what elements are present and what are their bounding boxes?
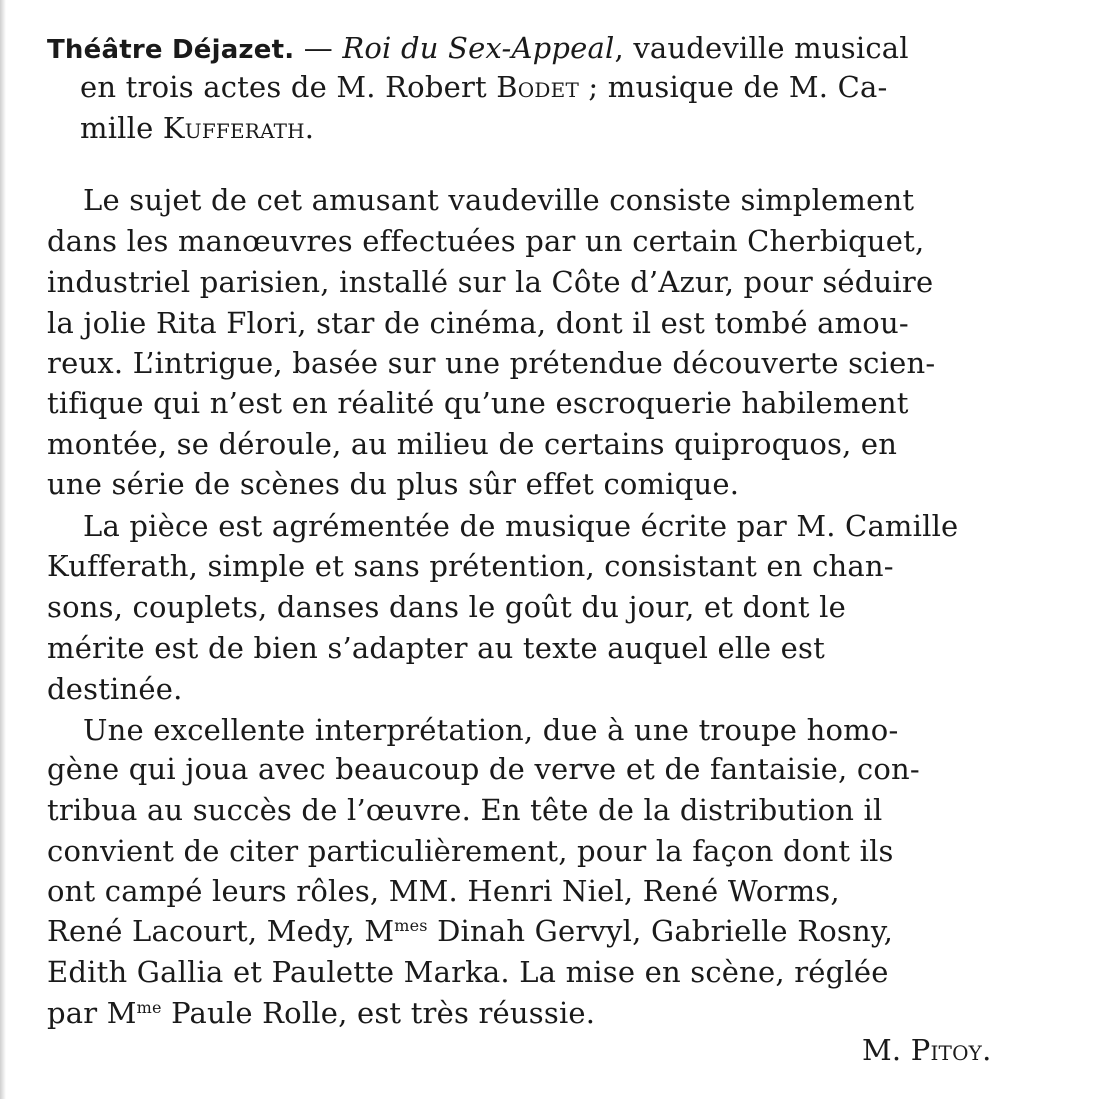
p1-line: montée, se déroule, au milieu de certains quiproquos, en [47,427,898,461]
p2-line: Kufferath, simple et sans prétention, consistant en chan- [47,549,894,583]
heading-line-3b: . [304,111,315,145]
play-description: , vaudeville musical [614,31,909,65]
signature-name: Pitoy. [910,1033,992,1067]
signature-prefix: M. [862,1033,911,1067]
heading-line-2 [80,69,1063,105]
page-edge-shadow [0,0,6,1099]
signature [862,1032,992,1068]
p1-line: Le sujet de cet amusant vaudeville consiste simplement [83,183,915,217]
p3-line-6a: René Lacourt, Medy, M [47,914,395,948]
p1-line: reux. L’intrigue, basée sur une prétendue découverte scien- [47,346,936,380]
p1-line: la jolie Rita Flori, star de cinéma, dont il est tombé amou- [47,306,909,340]
p1-line: une série de scènes du plus sûr effet comique. [47,467,740,501]
p3-line [47,995,595,1031]
heading-line-1 [47,30,1063,68]
heading-line-2b: ; musique de M. Ca- [578,70,888,104]
p1-line: dans les manœuvres effectuées par un certain Cherbiquet, [47,224,925,258]
heading-line-2a: en trois actes de M. Robert [80,70,497,104]
author-name: Bodet [496,70,579,104]
p2-line: La pièce est agrémentée de musique écrite par M. Camille [83,509,959,543]
p3-line-8-superscript: me [136,998,162,1017]
p1-line: industriel parisien, installé sur la Côte d’Azur, pour séduire [47,265,934,299]
p3-line [47,913,893,949]
p3-line-8a: par M [47,996,137,1030]
p3-line: Une excellente interprétation, due à une troupe homo- [83,713,899,747]
p3-line: gène qui joua avec beaucoup de verve et de fantaisie, con- [47,752,920,786]
heading-line-3 [80,110,314,146]
theatre-name: Théâtre Déjazet. [47,35,295,65]
heading-line-3a: mille [80,111,163,145]
p3-line: tribua au succès de l’œuvre. En tête de la distribution il [47,793,883,827]
p3-line-8b: Paule Rolle, est très réussie. [161,996,596,1030]
p1-line: tifique qui n’est en réalité qu’une escroquerie habilement [47,386,909,420]
heading-dash: — [294,31,343,65]
p2-line: sons, couplets, danses dans le goût du jour, et dont le [47,590,846,624]
composer-name: Kufferath [162,111,305,145]
p3-line-6-superscript: mes [394,916,428,935]
p3-line-6b: Dinah Gervyl, Gabrielle Rosny, [427,914,894,948]
p3-line: ont campé leurs rôles, MM. Henri Niel, René Worms, [47,874,840,908]
p2-line: destinée. [47,672,183,706]
p2-line: mérite est de bien s’adapter au texte auquel elle est [47,631,825,665]
play-title: Roi du Sex-Appeal [342,31,615,65]
p3-line: convient de citer particulièrement, pour la façon dont ils [47,834,894,868]
p3-line: Edith Gallia et Paulette Marka. La mise en scène, réglée [47,955,889,989]
